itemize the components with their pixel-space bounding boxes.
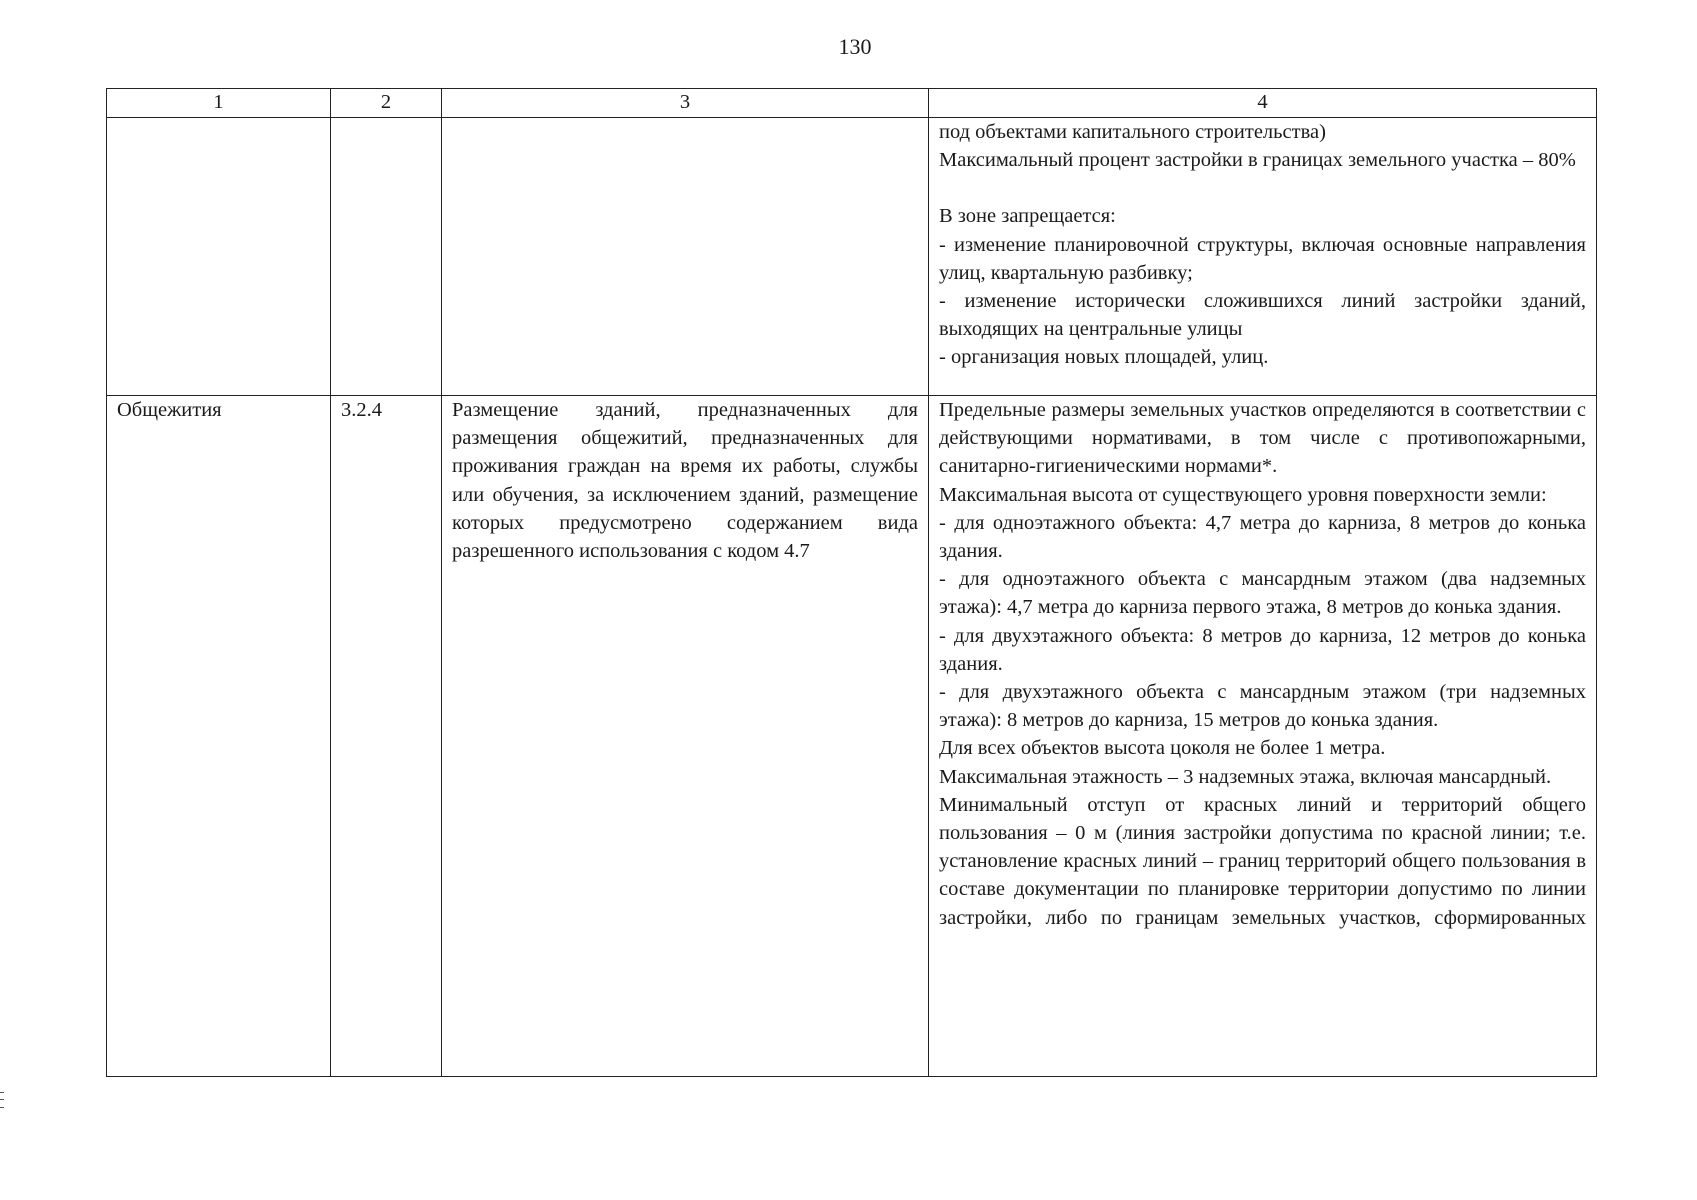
row2-param-line: - для двухэтажного объекта: 8 метров до карниза, 12 метров до конька здания. <box>939 624 1586 675</box>
row2-param-line: - для одноэтажного объекта: 4,7 метра до карниза, 8 метров до конька здания. <box>939 511 1586 563</box>
row1-parameters <box>929 118 1597 396</box>
row2-parameters <box>929 396 1597 1077</box>
header-col-1: 1 <box>107 89 331 118</box>
header-col-4: 4 <box>929 89 1597 118</box>
table-row <box>107 118 1597 396</box>
row2-param-line: Для всех объектов высота цоколя не более 1 метра. <box>939 737 1386 760</box>
zoning-table <box>106 88 1597 1077</box>
row2-param-line: Максимальная высота от существующего уровня поверхности земли: <box>939 483 1547 506</box>
row2-param-line: - для двухэтажного объекта с мансардным этажом (три надземных этажа): 8 метров до карниза, 15 метров до конька здания. <box>939 681 1586 732</box>
row1-code <box>331 118 442 396</box>
row1-description <box>442 118 929 396</box>
row1-param-line: - организация новых площадей, улиц. <box>939 346 1269 369</box>
row2-code: 3.2.4 <box>331 396 442 1077</box>
header-col-3: 3 <box>442 89 929 118</box>
row2-param-line: - для одноэтажного объекта с мансардным этажом (два надземных этажа): 4,7 метра до карниза первого этажа, 8 метров до конька здания. <box>939 568 1586 619</box>
row2-param-line: Предельные размеры земельных участков определяются в соответствии с действующими нормативами, в том числе с противопожарными, санитарно-гигиеническими нормами*. <box>939 399 1586 478</box>
row2-use-type: Общежития <box>107 396 331 1077</box>
table-header-row <box>107 89 1597 118</box>
row2-param-line: Максимальная этажность – 3 надземных этажа, включая мансардный. <box>939 765 1552 788</box>
row2-description: Размещение зданий, предназначенных для размещения общежитий, предназначенных для проживания граждан на время их работы, службы или обучения, за исключением зданий, размещение которых предусмотрено содержанием вида разрешенного использования с кодом 4.7 <box>442 396 929 1077</box>
row1-param-line: - изменение планировочной структуры, включая основные направления улиц, квартальную разбивку; <box>939 233 1586 284</box>
row2-param-line: Минимальный отступ от красных линий и территорий общего пользования – 0 м (линия застройки допустима по красной линии; т.е. установление красных линий – границ территорий общего пользования в составе документации по планировке территории допустимо по линии застройки, либо по границам земельных участков, сформированных <box>939 793 1586 929</box>
row1-param-line: под объектами капитального строительства) <box>939 121 1326 143</box>
scan-margin-mark <box>0 1092 4 1108</box>
row1-use-type <box>107 118 331 396</box>
page-number: 130 <box>838 34 872 59</box>
row1-param-spacer <box>939 174 1586 202</box>
table-row <box>107 396 1597 1077</box>
header-col-2: 2 <box>331 89 442 118</box>
row1-param-line: В зоне запрещается: <box>939 205 1116 228</box>
row1-param-line: Максимальный процент застройки в границах земельного участка – 80% <box>939 149 1576 172</box>
row2-parameters-content <box>939 396 1586 1076</box>
row1-param-line: - изменение исторически сложившихся линий застройки зданий, выходящих на центральные улицы <box>939 290 1586 341</box>
